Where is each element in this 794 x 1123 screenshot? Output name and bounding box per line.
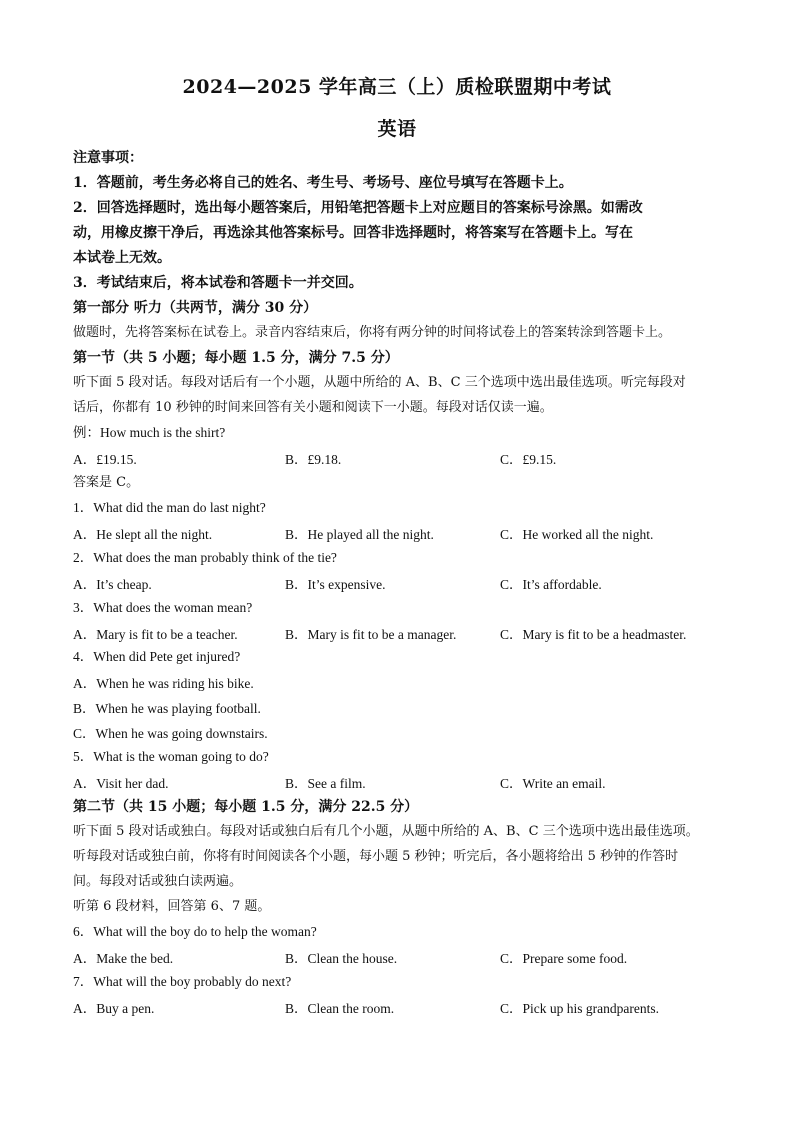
notes-item-2-line-2: 动，用橡皮擦干净后，再选涂其他答案标号。回答非选择题时，将答案写在答题卡上。写在 xyxy=(73,225,633,241)
question-1-option-c: C．He worked all the night. xyxy=(500,527,654,542)
section1-heading: 第一节（共 5 小题；每小题 1.5 分，满分 7.5 分） xyxy=(73,350,399,366)
example-answer: 答案是 C。 xyxy=(73,475,140,490)
section2-instruction-line-2: 听每段对话或独白前，你将有时间阅读各个小题，每小题 5 秒钟；听完后，各小题将给出 5 秒钟的作答时 xyxy=(73,849,679,864)
question-2-option-a: A．It’s cheap. xyxy=(73,577,152,592)
question-1-option-a: A．He slept all the night. xyxy=(73,527,213,542)
question-6: 6．What will the boy do to help the woman? xyxy=(73,924,317,939)
material-6-instruction: 听第 6 段材料，回答第 6、7 题。 xyxy=(73,899,271,914)
question-3-option-a: A．Mary is fit to be a teacher. xyxy=(73,627,238,642)
exam-title: 2024—2025 学年高三（上）质检联盟期中考试 xyxy=(182,76,612,98)
question-4-option-a: A．When he was riding his bike. xyxy=(73,676,254,691)
question-4-option-c: C．When he was going downstairs. xyxy=(73,726,268,741)
question-3-option-b: B．Mary is fit to be a manager. xyxy=(285,627,457,642)
notes-item-2-line-3: 本试卷上无效。 xyxy=(73,250,171,266)
subject-title: 英语 xyxy=(377,118,417,140)
question-2-option-b: B．It’s expensive. xyxy=(285,577,386,592)
question-4: 4．When did Pete get injured? xyxy=(73,649,241,664)
section2-instruction-line-3: 间。每段对话或独白读两遍。 xyxy=(73,874,243,889)
question-6-option-c: C．Prepare some food. xyxy=(500,951,628,966)
question-1: 1．What did the man do last night? xyxy=(73,500,266,515)
question-6-option-b: B．Clean the house. xyxy=(285,951,398,966)
question-6-option-a: A．Make the bed. xyxy=(73,951,174,966)
notes-item-2-line-1: 2．回答选择题时，选出每小题答案后，用铅笔把答题卡上对应题目的答案标号涂黑。如需改 xyxy=(73,200,643,216)
part1-intro: 做题时，先将答案标在试卷上。录音内容结束后，你将有两分钟的时间将试卷上的答案转涂到答题卡上。 xyxy=(73,325,672,340)
question-7-option-c: C．Pick up his grandparents. xyxy=(500,1001,659,1016)
question-5-option-b: B．See a film. xyxy=(285,776,366,791)
question-5: 5．What is the woman going to do? xyxy=(73,749,269,764)
question-5-option-c: C．Write an email. xyxy=(500,776,606,791)
question-4-option-b: B．When he was playing football. xyxy=(73,701,261,716)
question-7-option-a: A．Buy a pen. xyxy=(73,1001,155,1016)
question-2: 2．What does the man probably think of the tie? xyxy=(73,550,337,565)
question-7-option-b: B．Clean the room. xyxy=(285,1001,395,1016)
notes-heading: 注意事项： xyxy=(73,150,143,166)
question-7: 7．What will the boy probably do next? xyxy=(73,974,292,989)
question-1-option-b: B．He played all the night. xyxy=(285,527,434,542)
question-2-option-c: C．It’s affordable. xyxy=(500,577,602,592)
example-question: 例：How much is the shirt? xyxy=(73,425,226,440)
part1-heading: 第一部分 听力（共两节，满分 30 分） xyxy=(73,300,318,316)
section2-instruction-line-1: 听下面 5 段对话或独白。每段对话或独白后有几个小题，从题中所给的 A、B、C 三个选项中选出最佳选项。 xyxy=(73,824,699,839)
question-5-option-a: A．Visit her dad. xyxy=(73,776,169,791)
example-option-b: B．£9.18. xyxy=(285,452,342,467)
section1-instruction-line-1: 听下面 5 段对话。每段对话后有一个小题，从题中所给的 A、B、C 三个选项中选出最佳选项。听完每段对 xyxy=(73,375,686,390)
example-option-c: C．£9.15. xyxy=(500,452,557,467)
notes-item-3: 3．考试结束后，将本试卷和答题卡一并交回。 xyxy=(73,275,363,291)
section1-instruction-line-2: 话后，你都有 10 秒钟的时间来回答有关小题和阅读下一小题。每段对话仅读一遍。 xyxy=(73,400,553,415)
question-3: 3．What does the woman mean? xyxy=(73,600,253,615)
question-3-option-c: C．Mary is fit to be a headmaster. xyxy=(500,627,687,642)
section2-heading: 第二节（共 15 小题；每小题 1.5 分，满分 22.5 分） xyxy=(73,799,419,815)
notes-item-1: 1．答题前，考生务必将自己的姓名、考生号、考场号、座位号填写在答题卡上。 xyxy=(73,175,573,191)
example-option-a: A．£19.15. xyxy=(73,452,137,467)
